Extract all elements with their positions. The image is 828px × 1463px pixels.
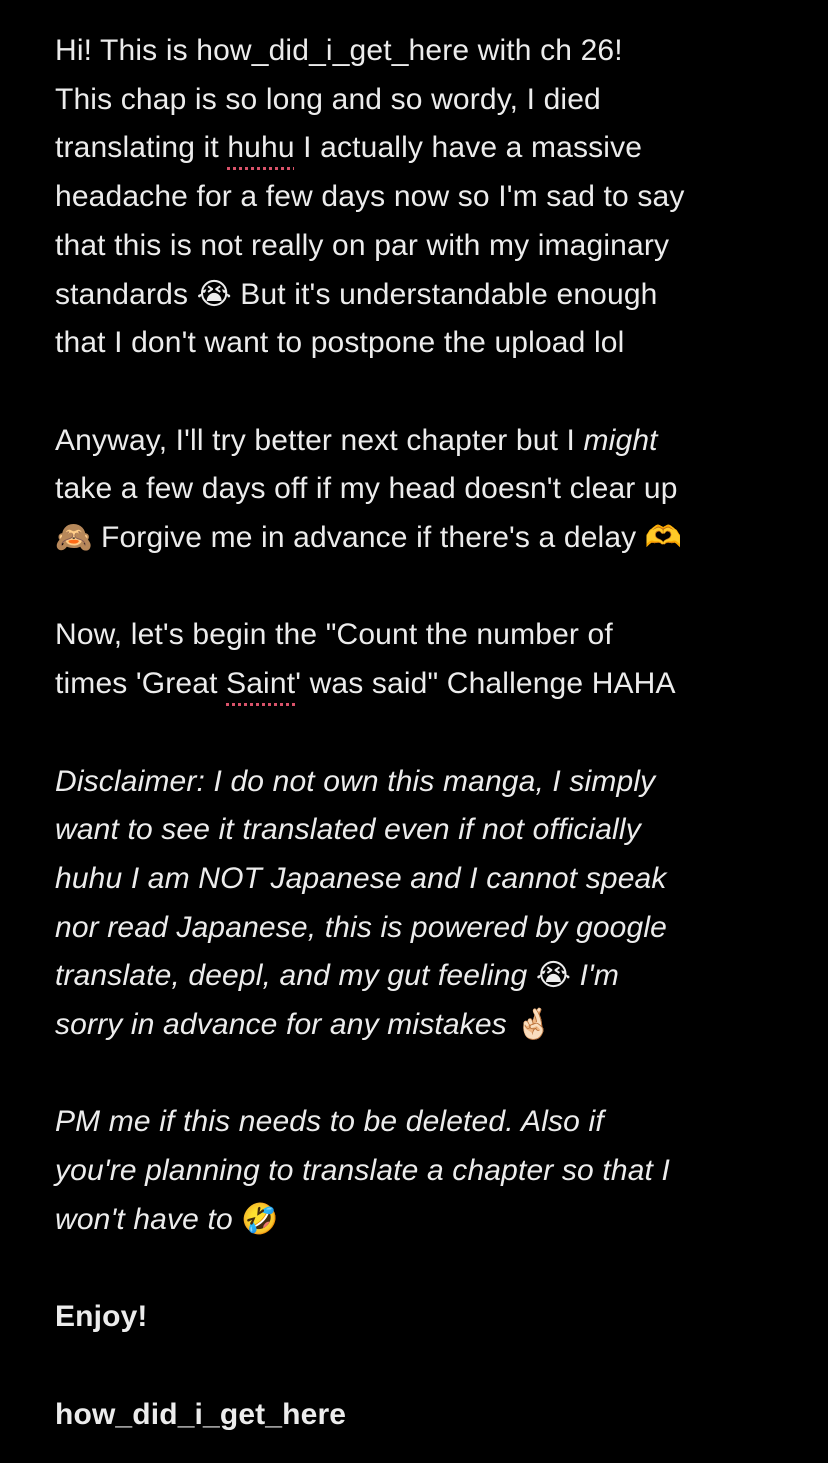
enjoy-text: Enjoy! — [55, 1300, 148, 1334]
text-run: translate, deepl, and my gut feeling — [55, 959, 536, 993]
text-line — [55, 952, 795, 1001]
text-line — [55, 465, 795, 514]
text-line — [55, 76, 795, 125]
heart-hands-emoji: 🫶 — [644, 520, 683, 556]
text-run: But it's understandable enough — [231, 277, 658, 311]
signature-line — [55, 1391, 795, 1440]
text-run: sorry in advance for any mistakes — [55, 1008, 516, 1042]
text-run: take a few days off if my head doesn't clear up — [55, 472, 678, 506]
disclaimer-paragraph — [55, 758, 795, 1050]
text-run: I'm — [571, 959, 620, 993]
text-line — [55, 1147, 795, 1196]
text-run: standards — [55, 277, 197, 311]
text-run: Now, let's begin the "Count the number of — [55, 618, 613, 652]
text-line — [55, 1001, 795, 1050]
text-line — [55, 124, 795, 173]
text-run: PM me if this needs to be deleted. Also if — [55, 1105, 604, 1139]
challenge-paragraph — [55, 611, 795, 708]
text-run: headache for a few days now so I'm sad to say — [55, 180, 685, 214]
text-run: Anyway, I'll try better next chapter but I — [55, 423, 584, 457]
text-line — [55, 271, 795, 320]
text-run: want to see it translated even if not officially — [55, 813, 641, 847]
text-run: Disclaimer: I do not own this manga, I simply — [55, 764, 656, 798]
text-line — [55, 611, 795, 660]
text-line — [55, 1098, 795, 1147]
text-run: that I don't want to postpone the upload lol — [55, 326, 625, 360]
paragraph-gap — [55, 709, 795, 758]
text-run: that this is not really on par with my imaginary — [55, 228, 670, 262]
text-line — [55, 806, 795, 855]
anyway-paragraph — [55, 417, 795, 563]
emphasis-text: might — [583, 423, 658, 457]
text-line — [55, 1196, 795, 1245]
text-run: won't have to — [55, 1202, 242, 1236]
text-run: This chap is so long and so wordy, I died — [55, 82, 601, 116]
text-line — [55, 417, 795, 466]
crossed-fingers-emoji: 🤞🏻 — [515, 1007, 553, 1043]
text-line — [55, 904, 795, 953]
text-line — [55, 173, 795, 222]
enjoy-line — [55, 1293, 795, 1342]
rolling-on-floor-laughing-emoji: 🤣 — [241, 1201, 279, 1237]
text-line — [55, 222, 795, 271]
text-line — [55, 514, 795, 563]
text-line — [55, 319, 795, 368]
text-run: I actually have a massive — [294, 131, 643, 165]
text-run: ' was said" Challenge HAHA — [295, 667, 676, 701]
crying-face-emoji: 😭 — [196, 276, 232, 312]
text-run: Forgive me in advance if there's a delay — [92, 521, 645, 555]
intro-paragraph — [55, 27, 795, 368]
paragraph-gap — [55, 1050, 795, 1099]
pm-paragraph — [55, 1098, 795, 1244]
text-line — [55, 660, 795, 709]
text-line — [55, 27, 795, 76]
paragraph-gap — [55, 1245, 795, 1294]
text-run: you're planning to translate a chapter so that I — [55, 1154, 670, 1188]
misspelled-word[interactable]: Saint — [226, 667, 296, 701]
see-no-evil-monkey-emoji: 🙈 — [55, 520, 93, 556]
text-line — [55, 758, 795, 807]
text-run: times 'Great — [55, 667, 227, 701]
translator-note[interactable] — [55, 27, 795, 1439]
text-run: huhu I am NOT Japanese and I cannot speak — [55, 861, 667, 895]
text-run: translating it — [55, 131, 228, 165]
text-line — [55, 855, 795, 904]
text-run: Hi! This is how_did_i_get_here with ch 26! — [55, 34, 623, 67]
paragraph-gap — [55, 1342, 795, 1391]
crying-face-emoji: 😭 — [535, 958, 572, 994]
paragraph-gap — [55, 368, 795, 417]
signature-text: how_did_i_get_here — [55, 1397, 347, 1431]
text-run: nor read Japanese, this is powered by google — [55, 910, 667, 944]
paragraph-gap — [55, 563, 795, 612]
misspelled-word[interactable]: huhu — [227, 131, 295, 165]
